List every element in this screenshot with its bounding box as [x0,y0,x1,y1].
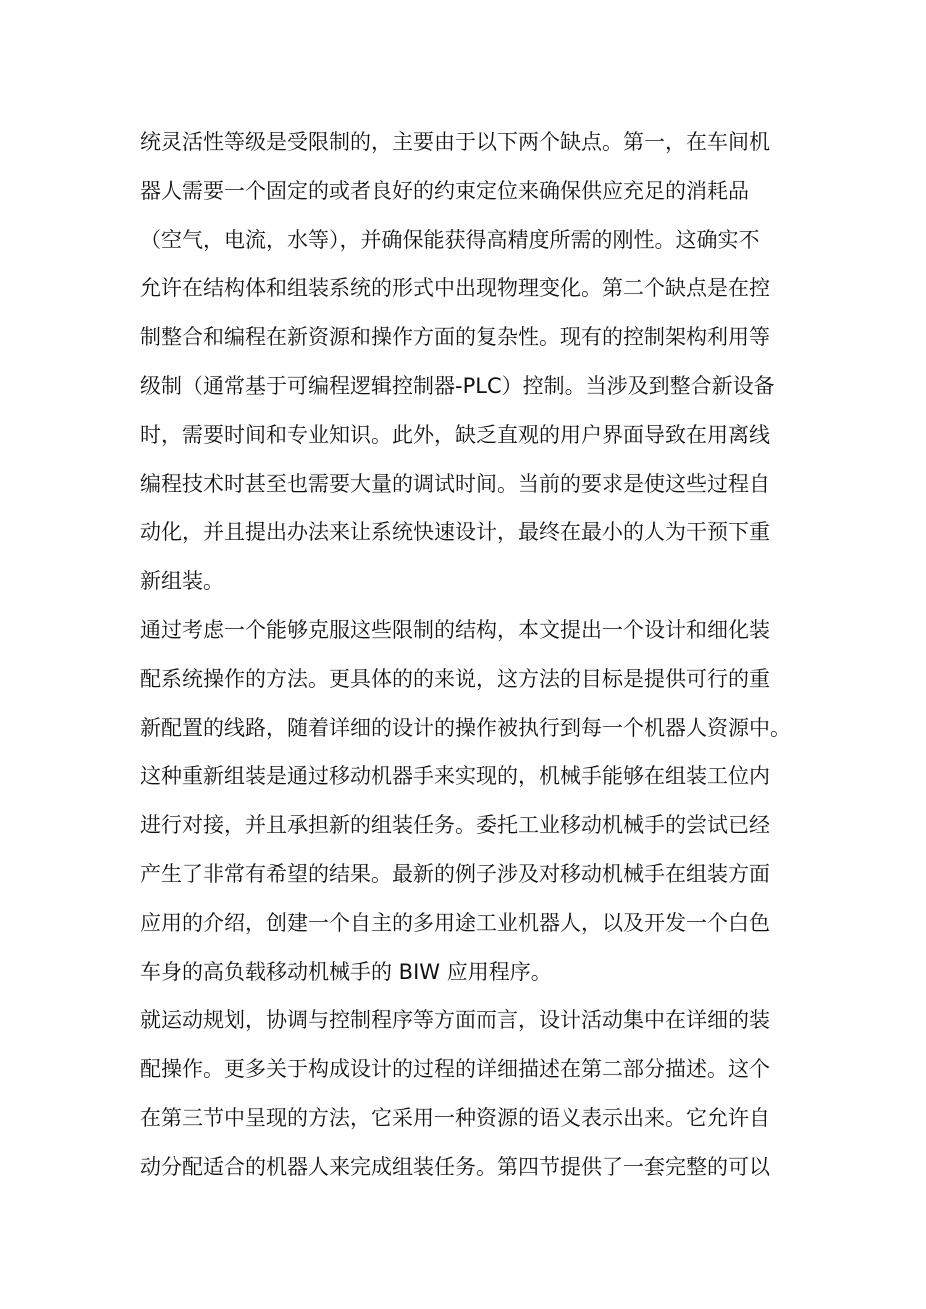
text-line: 新组装。 [140,569,224,594]
text-line: 新配置的线路，随着详细的设计的操作被执行到每一个机器人资源中。 [140,715,791,740]
text-line: 产生了非常有希望的结果。最新的例子涉及对移动机械手在组装方面 [140,861,770,886]
text-line: 动分配适合的机器人来完成组装任务。第四节提供了一套完整的可以 [140,1154,770,1179]
body-text [140,118,800,1192]
text-line: 级制（通常基于可编程逻辑控制器-PLC）控制。当涉及到整合新设备 [140,373,775,398]
text-line: 车身的高负载移动机械手的 BIW 应用程序。 [140,959,552,984]
text-line: 配操作。更多关于构成设计的过程的详细描述在第二部分描述。这个 [140,1057,770,1082]
paragraph-2 [140,606,800,996]
text-line: 动化，并且提出办法来让系统快速设计，最终在最小的人为干预下重 [140,520,770,545]
text-line: 在第三节中呈现的方法，它采用一种资源的语义表示出来。它允许自 [140,1105,770,1130]
text-line: 器人需要一个固定的或者良好的约束定位来确保供应充足的消耗品 [140,178,749,203]
paragraph-1 [140,118,800,606]
text-line: 这种重新组装是通过移动机器手来实现的，机械手能够在组装工位内 [140,764,770,789]
text-line: 应用的介绍，创建一个自主的多用途工业机器人，以及开发一个白色 [140,910,770,935]
text-line: 配系统操作的方法。更具体的的来说，这方法的目标是提供可行的重 [140,666,770,691]
paragraph-3 [140,996,800,1191]
text-line: （空气，电流，水等），并确保能获得高精度所需的刚性。这确实不 [140,227,760,252]
text-line: 通过考虑一个能够克服这些限制的结构，本文提出一个设计和细化装 [140,617,770,642]
text-line: 统灵活性等级是受限制的，主要由于以下两个缺点。第一，在车间机 [140,130,770,154]
text-line: 时，需要时间和专业知识。此外，缺乏直观的用户界面导致在用离线 [140,422,770,447]
text-line: 就运动规划，协调与控制程序等方面而言，设计活动集中在详细的装 [140,1008,770,1033]
text-line: 进行对接，并且承担新的组装任务。委托工业移动机械手的尝试已经 [140,813,770,838]
text-line: 制整合和编程在新资源和操作方面的复杂性。现有的控制架构利用等 [140,325,770,350]
text-line: 编程技术时甚至也需要大量的调试时间。当前的要求是使这些过程自 [140,471,770,496]
text-line: 允许在结构体和组装系统的形式中出现物理变化。第二个缺点是在控 [140,276,770,301]
